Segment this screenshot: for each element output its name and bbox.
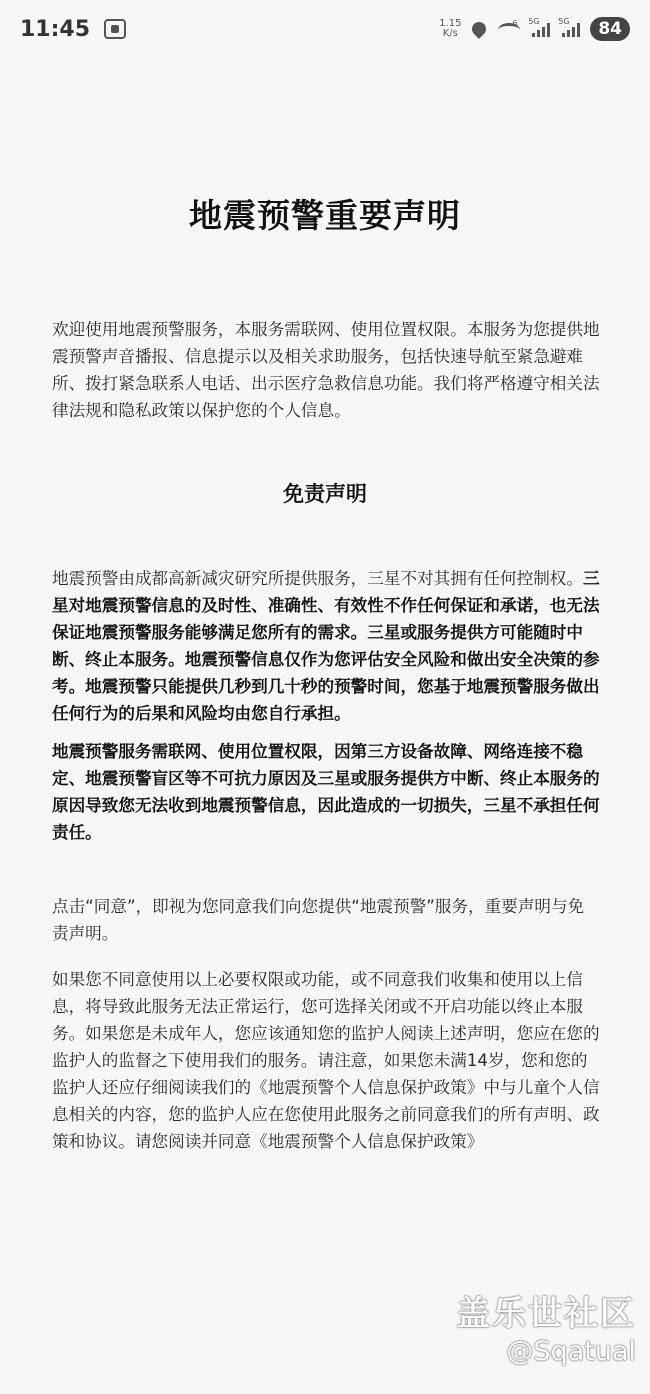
disclaimer-paragraph-2: 地震预警服务需联网、使用位置权限，因第三方设备故障、网络连接不稳定、地震预警盲区等不可抗力原因及三星或服务提供方中断、终止本服务的原因导致您无法收到地震预警信息，因此造成的一切损失，三星不承担任何责任。	[52, 742, 600, 842]
minor-notice-paragraph: 如果您不同意使用以上必要权限或功能，或不同意我们收集和使用以上信息，将导致此服务无法正常运行，您可选择关闭或不开启功能以终止本服务。如果您是未成年人，您应该通知您的监护人阅读上述声明，您应在您的监护人的监督之下使用我们的服务。请注意，如果您未满14岁，您和您的监护人还应仔细阅读我们的《地震预警个人信息保护政策》中与儿童个人信息相关的内容，您的监护人应在您使用此服务之前同意我们的所有声明、政策和协议。请您阅读并同意《地震预警个人信息保护政策》	[52, 970, 600, 1151]
intro-paragraph: 欢迎使用地震预警服务，本服务需联网、使用位置权限。本服务为您提供地震预警声音播报、信息提示以及相关求助服务，包括快速导航至紧急避难所、拨打紧急联系人电话、出示医疗急救信息功能。我们将严格遵守相关法律法规和隐私政策以保护您的个人信息。	[52, 320, 600, 420]
consent-paragraph: 点击“同意”，即视为您同意我们向您提供“地震预警”服务，重要声明与免责声明。	[52, 897, 585, 943]
network-speed-unit: K/s	[442, 28, 458, 39]
battery-indicator: 84	[590, 17, 630, 41]
network-speed	[438, 19, 462, 39]
wifi-icon	[496, 21, 520, 37]
signal-label-1: 5G	[528, 17, 540, 26]
disclaimer-p1-bold: 三星对地震预警信息的及时性、准确性、有效性不作任何保证和承诺，也无法保证地震预警服务能够满足您所有的需求。三星或服务提供方可能随时中断、终止本服务。地震预警信息仅作为您评估安全风险和做出安全决策的参考。地震预警只能提供几秒到几十秒的预警时间，您基于地震预警服务做出任何行为的后果和风险均由您自行承担。	[52, 569, 600, 723]
network-speed-value: 1.15	[439, 18, 462, 29]
location-icon	[469, 19, 489, 39]
signal-label-2: 5G	[558, 17, 570, 26]
screen-capture-icon	[104, 19, 126, 39]
watermark-line-1: 盖乐世社区	[456, 1294, 636, 1334]
clock: 11:45	[20, 16, 91, 42]
disclaimer-p1-normal: 地震预警由成都高新减灾研究所提供服务，三星不对其拥有任何控制权。	[52, 569, 583, 588]
signal-icon-2	[558, 17, 580, 37]
watermark-line-2: @Sqatual	[506, 1336, 636, 1367]
wifi-label: 6	[512, 19, 518, 28]
page-title: 地震预警重要声明	[189, 196, 461, 235]
signal-icon-1	[528, 17, 550, 37]
disclaimer-paragraph-1	[52, 565, 600, 727]
disclaimer-title: 免责声明	[283, 482, 367, 506]
status-bar	[0, 0, 650, 58]
